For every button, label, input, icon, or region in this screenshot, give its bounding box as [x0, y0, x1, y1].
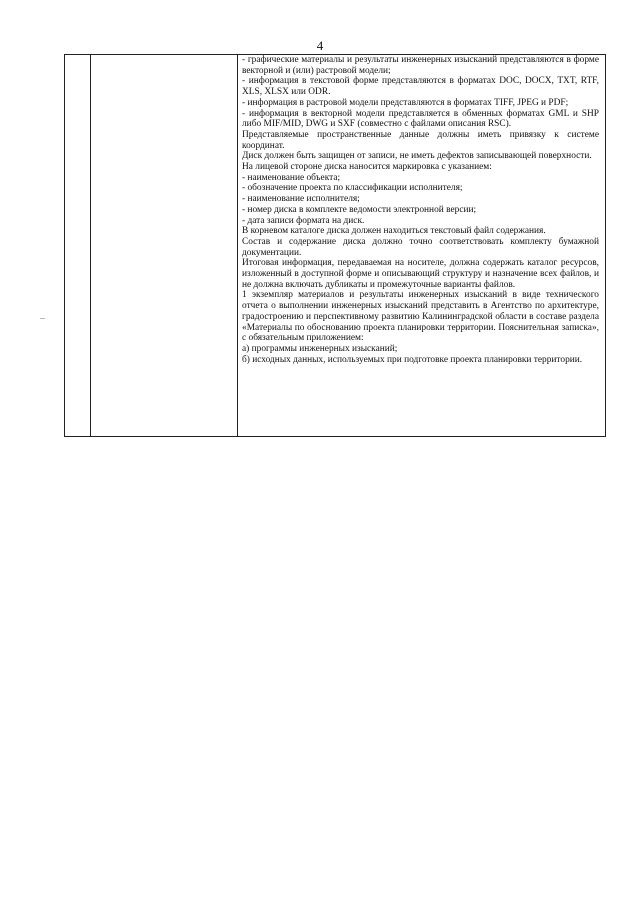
page-number: 4 [316, 38, 324, 53]
column-divider-1 [90, 55, 91, 436]
paragraph: - информация в растровой модели представляются в форматах TIFF, JPEG и PDF; [242, 97, 569, 108]
paragraph: На лицевой стороне диска наносится маркировка с указанием: [242, 162, 492, 173]
paragraph: - наименование исполнителя; [242, 194, 360, 205]
margin-mark [40, 318, 45, 319]
paragraph: В корневом каталоге диска должен находиться текстовый файл содержания. [242, 226, 546, 237]
paragraph: - обозначение проекта по классификации исполнителя; [242, 183, 463, 194]
paragraph: 1 экземпляр материалов и результаты инженерных изысканий в виде технического отчета о выполнении инженерных изысканий представить в Агентство по архитектуре, градостроению и перспективному развитию Калининградской области в составе раздела «Материалы по обоснованию проекта планировки территории. Пояснительная записка», с обязательным приложением: [242, 290, 599, 344]
paragraph: Диск должен быть защищен от записи, не иметь дефектов записывающей поверхности. [242, 151, 592, 162]
paragraph: - графические материалы и результаты инженерных изысканий представляются в форме векторной и (или) растровой модели; [242, 55, 599, 76]
paragraph: - номер диска в комплекте ведомости электронной версии; [242, 204, 477, 215]
paragraph: б) исходных данных, используемых при подготовке проекта планировки территории. [242, 354, 583, 365]
paragraph: - информация в векторной модели представляется в обменных форматах GML и SHP либо MIF/MID, DWG и SXF (совместно с файлами описания RSC). [242, 108, 599, 130]
paragraph: Итоговая информация, передаваемая на носителе, должна содержать каталог ресурсов, изложенный в доступной форме и описывающий структуру и назначение всех файлов, и не должна включать дубликаты и промежуточные варианты файлов. [242, 258, 599, 290]
paragraph: Состав и содержание диска должно точно соответствовать комплекту бумажной документации. [242, 236, 599, 258]
paragraph: - наименование объекта; [242, 172, 341, 183]
paragraph: - дата записи формата на диск. [242, 215, 365, 226]
paragraph: Представляемые пространственные данные должны иметь привязку к системе координат. [242, 129, 599, 151]
paragraph: - информация в текстовой форме представляются в форматах DOC, DOCX, TXT, RTF, XLS, XLSX или ODR. [242, 76, 599, 98]
paragraph: а) программы инженерных изысканий; [242, 343, 398, 354]
column-divider-2 [237, 55, 238, 436]
requirements-table [64, 54, 606, 437]
requirements-text-cell [242, 55, 599, 365]
